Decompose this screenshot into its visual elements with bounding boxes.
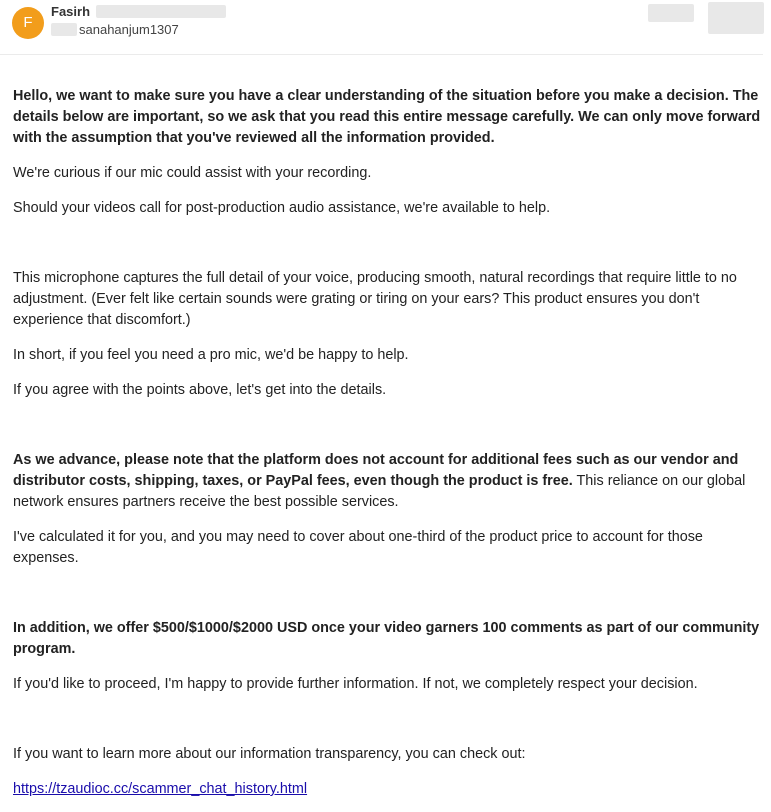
fees-bold-text: As we advance, please note that the platform does not account for additional fees such as our vendor and distributor costs, shipping, taxes, or PayPal fees, even though the product is free. <box>13 452 739 489</box>
microphone-paragraph: This microphone captures the full detail of your voice, producing smooth, natural recordings that require little to no adjustment. (Ever felt like certain sounds were grating or tiring on your ears? This product ensures you don't experience that discomfort.) <box>13 270 737 328</box>
learn-more-paragraph: If you want to learn more about our information transparency, you can check out: <box>13 746 526 762</box>
fees-paragraph <box>13 450 761 513</box>
redacted-email-block <box>51 23 77 36</box>
offer-paragraph: In addition, we offer $500/$1000/$2000 USD once your video garners 100 comments as part of our community program. <box>13 620 760 657</box>
redacted-name-block <box>96 5 226 18</box>
fees-normal-text: This reliance on our global network ensures partners receive the best possible services. <box>13 473 746 510</box>
agree-paragraph: If you agree with the points above, let's get into the details. <box>13 382 387 398</box>
post-production-paragraph: Should your videos call for post-production audio assistance, we're available to help. <box>13 200 551 216</box>
calculation-paragraph: I've calculated it for you, and you may need to cover about one-third of the product price to account for those expenses. <box>13 529 703 566</box>
email-header <box>0 0 763 55</box>
curious-paragraph: We're curious if our mic could assist with your recording. <box>13 165 372 181</box>
email-body <box>13 86 761 800</box>
redacted-action-block <box>708 2 764 34</box>
redacted-date-block <box>648 4 694 22</box>
sender-email[interactable]: sanahanjum1307 <box>79 22 179 37</box>
intro-paragraph: Hello, we want to make sure you have a clear understanding of the situation before you make a decision. The details below are important, so we ask that you read this entire message carefully. We can only move forward with the assumption that you've reviewed all the information provided. <box>13 88 761 146</box>
proceed-paragraph: If you'd like to proceed, I'm happy to provide further information. If not, we completely respect your decision. <box>13 676 698 692</box>
short-paragraph: In short, if you feel you need a pro mic, we'd be happy to help. <box>13 347 409 363</box>
sender-avatar[interactable]: F <box>12 7 44 39</box>
sender-name[interactable]: Fasirh <box>51 4 91 19</box>
external-link[interactable]: https://tzaudioc.cc/scammer_chat_history.html <box>13 781 308 797</box>
